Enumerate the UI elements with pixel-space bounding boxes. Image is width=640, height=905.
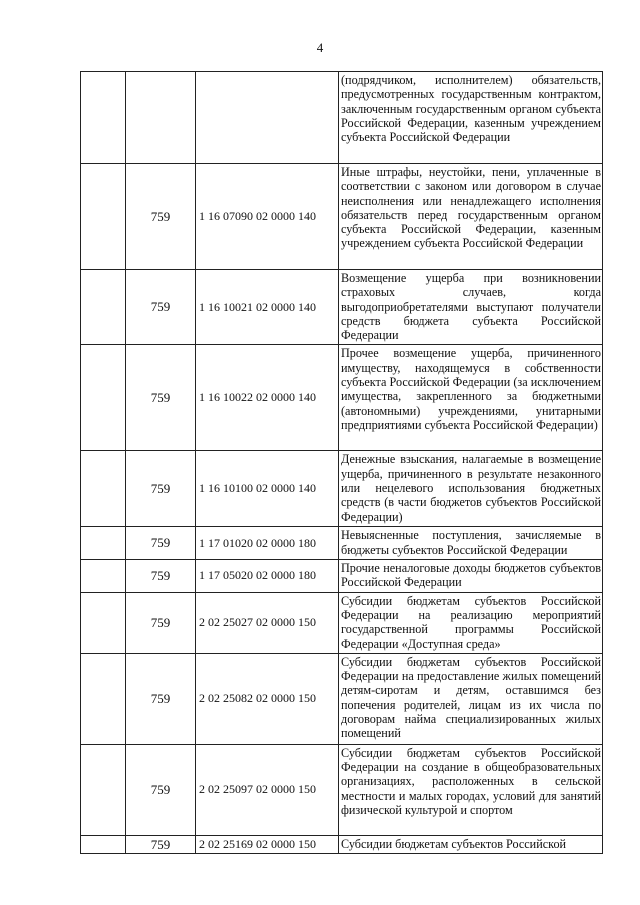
budget-code-cell	[196, 72, 339, 164]
description-cell: Субсидии бюджетам субъектов Российской Федерации на предоставление жилых помещений детям-сиротам и детям, оставшимся без попечения родителей, лицам из их числа по договорам найма специализированных жилых помещений	[339, 653, 603, 744]
empty-cell	[81, 345, 126, 451]
table-row	[81, 164, 603, 270]
table-row	[81, 527, 603, 560]
budget-code-cell: 1 16 07090 02 0000 140	[196, 164, 339, 270]
admin-code-cell: 759	[126, 560, 196, 593]
table-row	[81, 744, 603, 835]
admin-code-cell: 759	[126, 653, 196, 744]
admin-code-cell: 759	[126, 451, 196, 527]
description-cell: Возмещение ущерба при возникновении страховых случаев, когда выгодоприобретателями выступают получатели средств бюджета субъекта Российской Федерации	[339, 270, 603, 345]
budget-code-cell: 1 16 10100 02 0000 140	[196, 451, 339, 527]
budget-code-cell: 2 02 25169 02 0000 150	[196, 835, 339, 853]
table-row	[81, 345, 603, 451]
description-cell: Субсидии бюджетам субъектов Российской	[339, 835, 603, 853]
table-row	[81, 451, 603, 527]
admin-code-cell: 759	[126, 744, 196, 835]
budget-code-cell: 2 02 25027 02 0000 150	[196, 592, 339, 653]
admin-code-cell: 759	[126, 527, 196, 560]
admin-code-cell: 759	[126, 835, 196, 853]
admin-code-cell: 759	[126, 270, 196, 345]
table-row	[81, 72, 603, 164]
budget-code-cell: 1 17 01020 02 0000 180	[196, 527, 339, 560]
admin-code-cell	[126, 72, 196, 164]
empty-cell	[81, 72, 126, 164]
empty-cell	[81, 744, 126, 835]
empty-cell	[81, 653, 126, 744]
admin-code-cell: 759	[126, 592, 196, 653]
revenue-codes-table	[80, 71, 603, 854]
description-cell: Прочее возмещение ущерба, причиненного имуществу, находящемуся в собственности субъекта Российской Федерации (за исключением имущества, закрепленного за бюджетными (автономными) учреждениями, унитарными предприятиями субъекта Российской Федерации)	[339, 345, 603, 451]
table-row	[81, 835, 603, 853]
table-row	[81, 270, 603, 345]
description-cell: Денежные взыскания, налагаемые в возмещение ущерба, причиненного в результате незаконного или нецелевого использования бюджетных средств (в части бюджетов субъектов Российской Федерации)	[339, 451, 603, 527]
page-number: 4	[316, 40, 324, 55]
empty-cell	[81, 835, 126, 853]
description-cell: Невыясненные поступления, зачисляемые в бюджеты субъектов Российской Федерации	[339, 527, 603, 560]
table-row	[81, 653, 603, 744]
budget-code-cell: 1 17 05020 02 0000 180	[196, 560, 339, 593]
description-cell: Субсидии бюджетам субъектов Российской Федерации на создание в общеобразовательных организациях, расположенных в сельской местности и малых городах, условий для занятий физической культурой и спортом	[339, 744, 603, 835]
description-cell: Субсидии бюджетам субъектов Российской Федерации на реализацию мероприятий государственной программы Российской Федерации «Доступная среда»	[339, 592, 603, 653]
budget-code-cell: 2 02 25097 02 0000 150	[196, 744, 339, 835]
budget-code-cell: 2 02 25082 02 0000 150	[196, 653, 339, 744]
budget-code-cell: 1 16 10021 02 0000 140	[196, 270, 339, 345]
empty-cell	[81, 164, 126, 270]
table-row	[81, 592, 603, 653]
empty-cell	[81, 270, 126, 345]
description-cell: (подрядчиком, исполнителем) обязательств, предусмотренных государственным контрактом, заключенным государственным органом субъекта Российской Федерации, казенным учреждением субъекта Российской Федерации	[339, 72, 603, 164]
budget-code-cell: 1 16 10022 02 0000 140	[196, 345, 339, 451]
admin-code-cell: 759	[126, 164, 196, 270]
table-row	[81, 560, 603, 593]
empty-cell	[81, 592, 126, 653]
empty-cell	[81, 451, 126, 527]
empty-cell	[81, 560, 126, 593]
description-cell: Прочие неналоговые доходы бюджетов субъектов Российской Федерации	[339, 560, 603, 593]
admin-code-cell: 759	[126, 345, 196, 451]
empty-cell	[81, 527, 126, 560]
description-cell: Иные штрафы, неустойки, пени, уплаченные в соответствии с законом или договором в случае неисполнения или ненадлежащего исполнения обязательств перед государственным органом субъекта Российской Федерации, казенным учреждением субъекта Российской Федерации	[339, 164, 603, 270]
